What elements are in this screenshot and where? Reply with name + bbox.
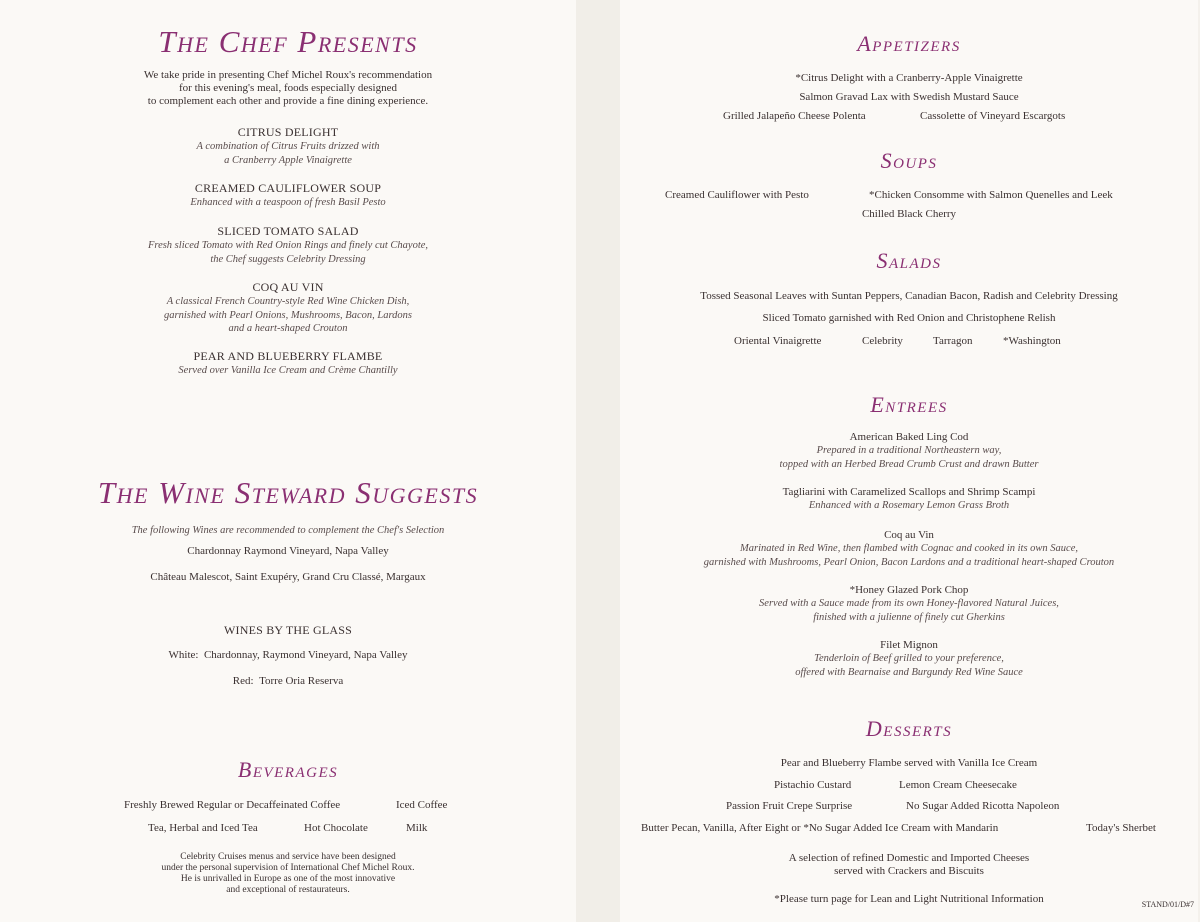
- wines-by-glass-title: WINES BY THE GLASS: [224, 623, 352, 637]
- wine-intro: The following Wines are recommended to complement the Chef's Selection: [131, 525, 445, 536]
- right-menu-page: Appetizers *Citrus Delight with a Cranberry-Apple Vinaigrette Salmon Gravad Lax with Swedish Mustard Sauce Grilled Jalapeño Cheese Polenta Cassolette of Vineyard Escargots Soups Creamed Cauliflower with Pesto *Chicken Consomme with Salmon Quenelles and Leek Chilled Black Cherry Salads Tossed Seasonal Leaves with Suntan Peppers, Canadian Bacon, Radish and Celebrity Dressing Sliced Tomato garnished with Red Onion and Christophene Relish Oriental Vinaigrette Celebrity Tarragon *Washington Entrees American Baked Ling Cod Prepared in a traditional Northeastern way, topped with an Herbed Bread Crumb Crust and drawn Butter Tagliarini with Caramelized Scallops and Shrimp Scampi Enhanced with a Rosemary Lemon Grass Broth Coq au Vin Marinated in Red Wine, then flambed with Cognac and cooked in its own Sauce, garnished with Mushrooms, Pearl Onion, Bacon Lardons and a traditional heart-shaped Crouton *Honey Glazed Pork Chop Served with a Sauce made from its own Honey-flavored Natural Juices, finished with a julienne of finely cut Gherkins Filet Mignon Tenderloin of Beef grilled to your preference, offered with Bearnaise and Burgundy Red Wine Sauce Desserts Pear and Blueberry Flambe served with Vanilla Ice Cream Pistachio Custard Lemon Cream Cheesecake Passion Fruit Crepe Surprise No Sugar Added Ricotta Napoleon Butter Pecan, Vanilla, After Eight or *No Sugar Added Ice Cream with Mandarin Today's Sherbet A selection of refined Domestic and Imported Cheeses served with Crackers and Biscuits *Please turn page for Lean and Light Nutritional Information STAND/01/D#7: [620, 0, 1198, 922]
- entree-item: Tagliarini with Caramelized Scallops and Shrimp Scampi Enhanced with a Rosemary Lemon Grass Broth: [782, 486, 1036, 511]
- page-gutter: [576, 0, 620, 922]
- salad-item: Sliced Tomato garnished with Red Onion and Christophene Relish: [762, 312, 1056, 324]
- entree-item: American Baked Ling Cod Prepared in a traditional Northeastern way, topped with an Herbed Bread Crumb Crust and drawn Butter: [779, 431, 1039, 470]
- glass-white: White: Chardonnay, Raymond Vineyard, Napa Valley: [168, 649, 408, 661]
- wine-suggestion: Château Malescot, Saint Exupéry, Grand Cru Classé, Margaux: [150, 571, 426, 583]
- chef-dish: CITRUS DELIGHT A combination of Citrus Fruits drizzed with a Cranberry Apple Vinaigrette: [196, 125, 380, 166]
- nutrition-note: *Please turn page for Lean and Light Nutritional Information: [774, 893, 1044, 905]
- salad-item: Tossed Seasonal Leaves with Suntan Peppers, Canadian Bacon, Radish and Celebrity Dressing: [700, 290, 1118, 302]
- soup-item: Chilled Black Cherry: [861, 208, 957, 220]
- appetizer-item: *Citrus Delight with a Cranberry-Apple Vinaigrette: [795, 72, 1023, 84]
- appetizers-title: Appetizers: [857, 31, 961, 56]
- cheese-selection: A selection of refined Domestic and Imported Cheeses served with Crackers and Biscuits: [788, 852, 1030, 877]
- wine-steward-title: The Wine Steward Suggests: [97, 475, 479, 510]
- entree-item: Filet Mignon Tenderloin of Beef grilled to your preference, offered with Bearnaise and Burgundy Red Wine Sauce: [795, 639, 1023, 678]
- entree-item: *Honey Glazed Pork Chop Served with a Sauce made from its own Honey-flavored Natural Juices, finished with a julienne of finely cut Gherkins: [759, 584, 1059, 623]
- chef-dish: CREAMED CAULIFLOWER SOUP Enhanced with a teaspoon of fresh Basil Pesto: [190, 181, 386, 208]
- desserts-title: Desserts: [865, 716, 953, 741]
- soups-title: Soups: [880, 148, 938, 173]
- appetizer-item: Salmon Gravad Lax with Swedish Mustard Sauce: [799, 91, 1019, 103]
- chef-dish: COQ AU VIN A classical French Country-style Red Wine Chicken Dish, garnished with Pearl Onions, Mushrooms, Bacon, Lardons and a heart-shaped Crouton: [163, 280, 413, 334]
- menu-code: STAND/01/D#7: [1141, 900, 1194, 909]
- entree-item: Coq au Vin Marinated in Red Wine, then flambed with Cognac and cooked in its own Sauce, garnished with Mushrooms, Pearl Onion, Bacon Lardons and a traditional heart-shaped Crouton: [703, 529, 1115, 568]
- salads-title: Salads: [876, 248, 942, 273]
- glass-red: Red: Torre Oria Reserva: [232, 675, 344, 687]
- chef-dish: PEAR AND BLUEBERRY FLAMBE Served over Vanilla Ice Cream and Crème Chantilly: [178, 349, 398, 376]
- wine-suggestion: Chardonnay Raymond Vineyard, Napa Valley: [187, 545, 389, 557]
- chef-dish: SLICED TOMATO SALAD Fresh sliced Tomato with Red Onion Rings and finely cut Chayote, the Chef suggests Celebrity Dressing: [147, 224, 429, 265]
- dessert-item: Pear and Blueberry Flambe served with Vanilla Ice Cream: [780, 757, 1038, 769]
- footer-note: Celebrity Cruises menus and service have been designed under the personal supervision of International Chef Michel Roux. He is unrivalled in Europe as one of the most innovative and exceptional of restaurateurs.: [161, 852, 415, 895]
- chef-presents-title: The Chef Presents: [158, 24, 418, 59]
- left-menu-page: The Chef Presents We take pride in presenting Chef Michel Roux's recommendation for this evening's meal, foods especially designed to complement each other and provide a fine dining experience. CITRUS DELIGHT A combination of Citrus Fruits drizzed with a Cranberry Apple Vinaigrette CREAMED CAULIFLOWER SOUP Enhanced with a teaspoon of fresh Basil Pesto SLICED TOMATO SALAD Fresh sliced Tomato with Red Onion Rings and finely cut Chayote, the Chef suggests Celebrity Dressing COQ AU VIN A classical French Country-style Red Wine Chicken Dish, garnished with Pearl Onions, Mushrooms, Bacon, Lardons and a heart-shaped Crouton PEAR AND BLUEBERRY FLAMBE Served over Vanilla Ice Cream and Crème Chantilly The Wine Steward Suggests The following Wines are recommended to complement the Chef's Selection Chardonnay Raymond Vineyard, Napa Valley Château Malescot, Saint Exupéry, Grand Cru Classé, Margaux WINES BY THE GLASS White: Chardonnay, Raymond Vineyard, Napa Valley Red: Torre Oria Reserva Beverages Freshly Brewed Regular or Decaffeinated Coffee Iced Coffee Tea, Herbal and Iced Tea Hot Chocolate Milk Celebrity Cruises menus and service have been designed under the personal supervision of International Chef Michel Roux. He is unrivalled in Europe as one of the most innovative and exceptional of restaurateurs.: [0, 0, 576, 922]
- beverages-title: Beverages: [237, 757, 339, 782]
- chef-intro: We take pride in presenting Chef Michel Roux's recommendation for this evening's meal, foods especially designed to complement each other and provide a fine dining experience.: [143, 69, 433, 107]
- entrees-title: Entrees: [870, 392, 948, 417]
